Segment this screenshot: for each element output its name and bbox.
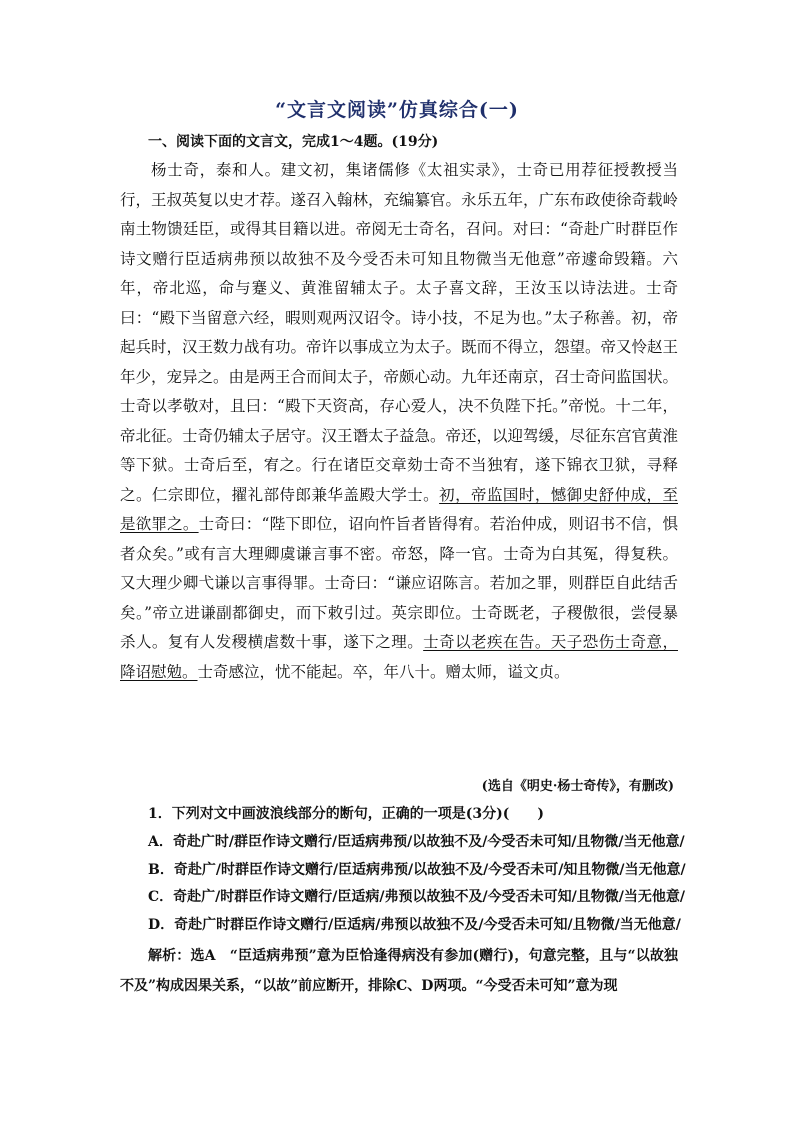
passage-underlined-1: 初，帝监国时，憾御史舒仲成，至是欲罪之。 bbox=[120, 485, 678, 533]
source-note: (选自《明史·杨士奇传》，有删改) bbox=[481, 779, 674, 794]
question-1-stem: 1．下列对文中画波浪线部分的断句，正确的一项是(3分)( ) bbox=[148, 806, 544, 822]
option-a: A．奇赴广时/群臣作诗文赠行/臣适病弗预/以故独不及/今受否未可知/且物微/当无他意/ bbox=[148, 834, 685, 850]
option-b: B．奇赴广/时群臣作诗文赠行/臣适病弗预/以故独不及/今受否未可/知且物微/当无他意/ bbox=[148, 861, 686, 878]
question-1-options bbox=[148, 829, 688, 939]
section-heading: 一、阅读下面的文言文，完成1～4题。(19分) bbox=[148, 134, 439, 150]
classical-passage bbox=[120, 156, 678, 687]
question-1-analysis: 解析：选A “臣适病弗预”意为臣恰逢得病没有参加(赠行)，句意完整，且与“以故独不及”构成因果关系，“以故”前应断开，排除C、D两项。“今受否未可知”意为现 bbox=[120, 948, 678, 994]
passage-text-2: 士奇曰：“陛下即位，诏向忤旨者皆得宥。若治仲成，则诏书不信，惧者众矣。”或有言大理卿虞谦言事不密。帝怒，降一官。士奇为白其冤，得复秩。又大理少卿弋谦以言事得罪。士奇曰：“谦应诏陈言。若加之罪，则群臣自此结舌矣。”帝立进谦副都御史，而下敕引过。英宗即位。士奇既老，子稷傲很，尝侵暴杀人。复有人发稷横虐数十事，遂下之理。 bbox=[120, 515, 678, 651]
option-c: C．奇赴广/时群臣作诗文赠行/臣适病/弗预以故独不及/今受否未可知/且物微/当无他意/ bbox=[148, 889, 685, 905]
option-d: D．奇赴广时群臣作诗文赠行/臣适病/弗预以故独不及/今受否未可知/且物微/当无他意/ bbox=[148, 916, 681, 933]
passage-underlined-2: 士奇以老疾在告。天子恐伤士奇意，降诏慰勉。 bbox=[120, 633, 678, 681]
passage-text-3: 士奇感泣，忧不能起。卒，年八十。赠太师，谥文贞。 bbox=[197, 662, 570, 681]
page-title: “文言文阅读”仿真综合(一) bbox=[275, 99, 519, 121]
passage-text-1: 杨士奇，泰和人。建文初，集诸儒修《太祖实录》，士奇已用荐征授教授当行，王叔英复以史才荐。遂召入翰林，充编纂官。永乐五年，广东布政使徐奇载岭南土物馈廷臣，或得其目籍以进。帝阅无士奇名，召问。对曰：“奇赴广时群臣作诗文赠行臣适病弗预以故独不及今受否未可知且物微当无他意”帝遽命毁籍。六年，帝北巡，命与蹇义、黄淮留辅太子。太子喜文辞，王汝玉以诗法进。士奇曰：“殿下当留意六经，暇则观两汉诏令。诗小技，不足为也。”太子称善。初，帝起兵时，汉王数力战有功。帝许以事成立为太子。既而不得立，怨望。帝又怜赵王年少，宠异之。由是两王合而间太子，帝颇心动。九年还南京，召士奇问监国状。士奇以孝敬对，且曰：“殿下天资高，存心爱人，决不负陛下托。”帝悦。十二年，帝北征。士奇仍辅太子居守。汉王谮太子益急。帝还，以迎驾缓，尽征东宫官黄淮等下狱。士奇后至，宥之。行在诸臣交章劾士奇不当独宥，遂下锦衣卫狱，寻释之。仁宗即位，擢礼部侍郎兼华盖殿大学士。 bbox=[120, 161, 679, 504]
